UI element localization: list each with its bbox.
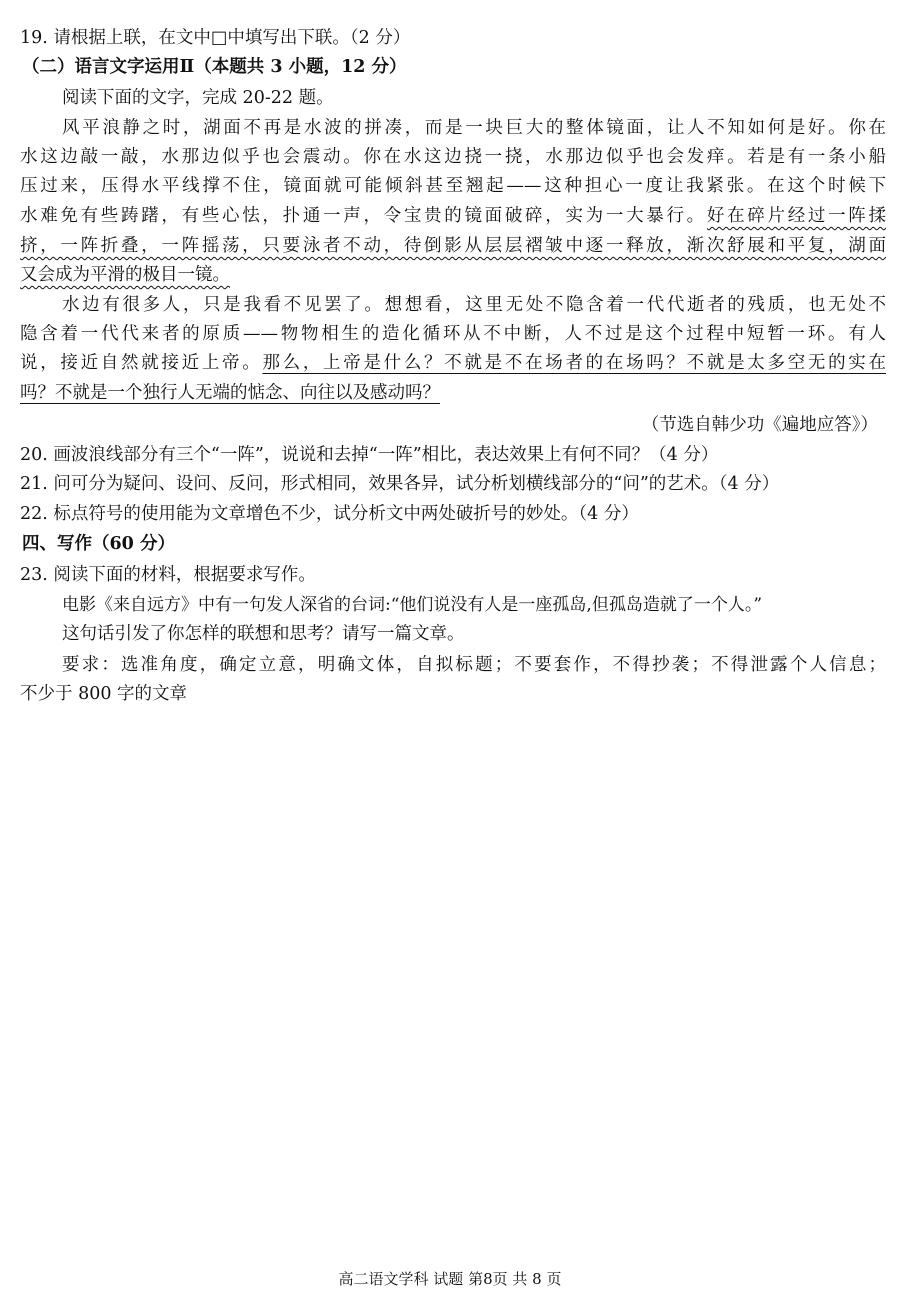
- writing-prompt: 这句话引发了你怎样的联想和思考？请写一篇文章。: [62, 624, 465, 644]
- passage-line: [20, 379, 886, 407]
- writing-requirement: 不少于 800 字的文章: [20, 684, 188, 704]
- question-23: 23. 阅读下面的材料，根据要求写作。: [20, 565, 316, 585]
- passage-line: [20, 349, 886, 377]
- passage-line: [20, 202, 886, 230]
- section-heading-language-use: （二）语言文字运用Ⅱ（本题共 3 小题，12 分）: [22, 57, 407, 77]
- question-21: 21. 问可分为疑问、设问、反问，形式相同，效果各异，试分析划横线部分的“问”的艺术。（4 分）: [20, 474, 780, 494]
- passage-line: 水边有很多人，只是我看不见罢了。想想看，这里无处不隐含着一代代逝者的残质，也无处不: [62, 295, 886, 315]
- passage-line: 压过来，压得水平线撑不住，镜面就可能倾斜甚至翘起——这种担心一度让我紧张。在这个时候下: [20, 176, 886, 196]
- passage-text: 说，接近自然就接近上帝。: [20, 353, 263, 373]
- question-22: 22. 标点符号的使用能为文章增色不少，试分析文中两处破折号的妙处。（4 分）: [20, 504, 639, 524]
- underlined-text: 吗？不就是一个独行人无端的惦念、向往以及感动吗？: [20, 383, 440, 403]
- page-footer: 高二语文学科 试题 第8页 共 8 页: [338, 1270, 562, 1288]
- passage-line: [20, 232, 886, 260]
- wavy-underlined-text: 又会成为平滑的极目一镜。: [20, 265, 230, 285]
- passage-line: 水这边敲一敲，水那边似乎也会震动。你在水这边挠一挠，水那边似乎也会发痒。若是有一条小船: [20, 147, 886, 167]
- passage-text: 水难免有些踌躇，有些心怯，扑通一声，令宝贵的镜面破碎，实为一大暴行。: [20, 206, 707, 226]
- section-heading-writing: 四、写作（60 分）: [22, 534, 175, 554]
- question-19: 19. 请根据上联，在文中□中填写出下联。（2 分）: [20, 28, 411, 48]
- underlined-text: 那么，上帝是什么？不就是不在场者的在场吗？不就是太多空无的实在: [262, 353, 887, 373]
- wavy-underlined-text: 挤，一阵折叠，一阵摇荡，只要泳者不动，待倒影从层层褶皱中逐一释放，渐次舒展和平复，湖面: [20, 236, 886, 256]
- reading-instruction: 阅读下面的文字，完成 20-22 题。: [62, 88, 334, 108]
- passage-line: 风平浪静之时，湖面不再是水波的拼凑，而是一块巨大的整体镜面，让人不知如何是好。你在: [62, 118, 886, 138]
- passage-line: 隐含着一代代来者的原质——物物相生的造化循环从不中断，人不过是这个过程中短暂一环。有人: [20, 324, 886, 344]
- writing-requirement: 要求：选准角度，确定立意，明确文体，自拟标题；不要套作，不得抄袭；不得泄露个人信息；: [62, 655, 886, 675]
- writing-material: 电影《来自远方》中有一句发人深省的台词:“他们说没有人是一座孤岛,但孤岛造就了一个人。”: [62, 595, 763, 615]
- wavy-underlined-text: 好在碎片经过一阵揉: [706, 206, 887, 226]
- question-20: 20. 画波浪线部分有三个“一阵”，说说和去掉“一阵”相比，表达效果上有何不同？（4 分）: [20, 445, 719, 465]
- passage-line: [20, 261, 886, 289]
- passage-source: （节选自韩少功《遍地应答》）: [641, 415, 878, 435]
